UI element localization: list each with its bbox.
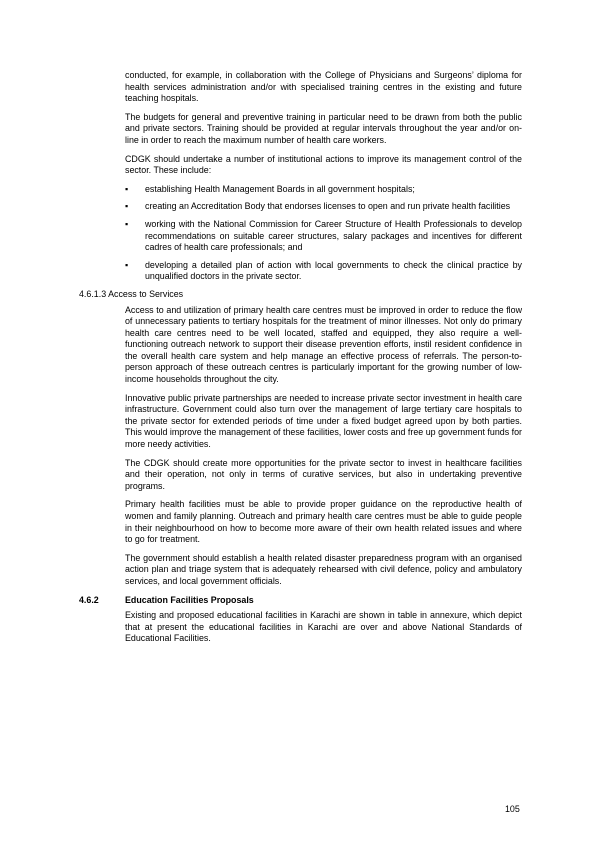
list-item [125,219,522,254]
list-item-text: establishing Health Management Boards in all government hospitals; [145,183,415,194]
square-bullet-icon: ▪ [125,259,129,270]
section-title: Education Facilities Proposals [125,594,254,605]
page-number: 105 [505,804,520,814]
list-item [125,201,522,213]
section-number: 4.6.1.3 [79,288,107,299]
square-bullet-icon: ▪ [125,218,129,229]
education-paragraph-1: Existing and proposed educational facilities in Karachi are shown in table in annexure, which depict that at present the educational facilities in Karachi are over and above National Standards of Educational Facilities. [125,610,522,644]
access-paragraph-2: Innovative public private partnerships are needed to increase private sector investment in health care infrastructure. Government could also turn over the management of large tertiary care hospitals to the private sector for extended periods of time under a fixed budget agreed upon by both parties. This would improve the management of these facilities, lower costs and free up government funds for more needy activities. [125,392,522,450]
square-bullet-icon: ▪ [125,183,129,194]
section-number: 4.6.2 [79,594,99,605]
square-bullet-icon: ▪ [125,201,129,212]
list-item-text: creating an Accreditation Body that endorses licenses to open and run private health facilities [145,201,511,212]
section-heading-education [79,595,476,607]
list-item-text: working with the National Commission for Career Structure of Health Professionals to develop recommendations on suitable career structures, salary packages and incentives for different cadres of health care professionals; and [145,218,522,253]
document-body [79,70,522,652]
list-item [125,184,522,196]
intro-paragraph-3: CDGK should undertake a number of institutional actions to improve its management control of the sector. These include: [125,153,522,176]
access-paragraph-5: The government should establish a health related disaster preparedness program with an organised action plan and triage system that is adequately rehearsed with civil defence, policy and ambulatory services, and local government officials. [125,552,522,586]
intro-paragraph-1: conducted, for example, in collaboration with the College of Physicians and Surgeons’ diploma for health services administration and/or with specialised training centres in the existing and future teaching hospitals. [125,70,522,104]
institutional-actions-list [125,184,522,283]
list-item-text: developing a detailed plan of action with local governments to check the clinical practice by unqualified doctors in the private sector. [145,259,522,282]
list-item [125,260,522,283]
section-heading-access [79,289,476,301]
access-paragraph-3: The CDGK should create more opportunities for the private sector to invest in healthcare facilities and their operation, not only in terms of curative services, but also in undertaking preventive programs. [125,457,522,491]
section-title: Access to Services [108,288,184,299]
access-paragraph-4: Primary health facilities must be able to provide proper guidance on the reproductive health of women and family planning. Outreach and primary health care centres must be able to guide people in their neighbourhood on how to become more aware of their own health related issues and where to go for treatment. [125,499,522,545]
access-paragraph-1: Access to and utilization of primary health care centres must be improved in order to reduce the flow of unnecessary patients to tertiary hospitals for the treatment of minor illnesses. Not only do primary health care centres need to be well located, staffed and equipped, they also require a well-functioning outreach network to support their disease prevention efforts, instil resident confidence in the overall health care system and help manage an effective process of referrals. The person-to-person approach of these outreach centres is particularly important for the growing number of low-income households throughout the city. [125,304,522,385]
intro-paragraph-2: The budgets for general and preventive training in particular need to be drawn from both the public and private sectors. Training should be provided at regular intervals throughout the year and/or on-line in order to reach the maximum number of health care workers. [125,111,522,145]
